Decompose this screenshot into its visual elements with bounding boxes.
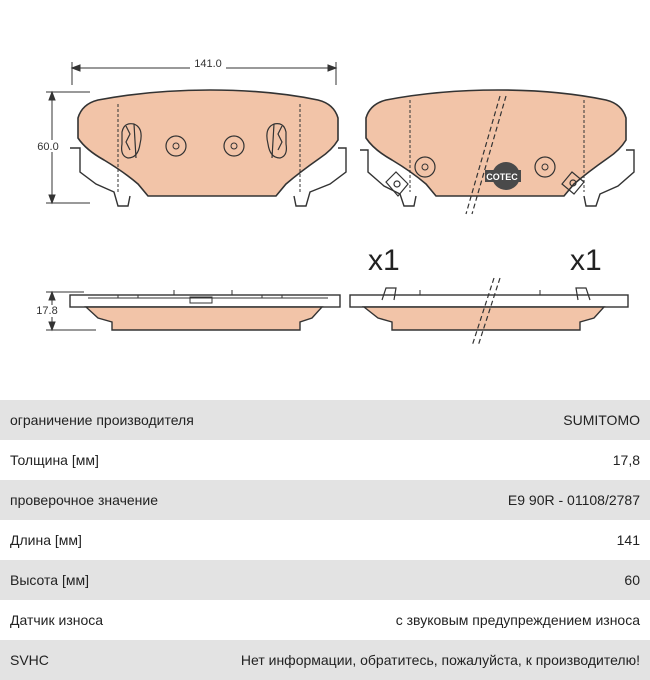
spec-row-height [0,560,650,600]
spec-row-wear-sensor [0,600,650,640]
spec-row-thickness [0,440,650,480]
spec-label: Толщина [мм] [10,452,99,468]
spec-value: 141 [616,532,640,548]
left-pad-front-view [70,90,346,206]
height-dimension-label: 60.0 [37,141,59,153]
thickness-dimension-label: 17.8 [36,305,58,317]
quantity-right: x1 [570,244,602,277]
spec-row-manufacturer [0,400,650,440]
right-pad-side-view [350,278,628,346]
left-pad-side-view [70,290,340,330]
spec-label: Датчик износа [10,612,104,628]
spec-label: проверочное значение [10,492,159,508]
spec-row-svhc [0,640,650,680]
spec-value: Нет информации, обратитесь, пожалуйста, к производителю! [240,652,640,668]
spec-label: ограничение производителя [10,412,194,428]
spec-value: 60 [624,572,640,588]
spec-value: E9 90R - 01108/2787 [507,492,640,508]
quantity-left: x1 [368,244,400,277]
spec-value: с звуковым предупреждением износа [395,612,640,628]
spec-label: Длина [мм] [10,532,82,548]
spec-row-test-mark [0,480,650,520]
spec-value: 17,8 [612,452,640,468]
length-dimension-label: 141.0 [194,58,222,70]
specifications-table [0,400,650,680]
spec-row-length [0,520,650,560]
spec-value: SUMITOMO [563,412,640,428]
cotec-logo-text: COTEC [486,172,518,182]
spec-label: SVHC [10,652,49,668]
right-pad-front-view [360,90,634,214]
spec-label: Высота [мм] [10,572,89,588]
